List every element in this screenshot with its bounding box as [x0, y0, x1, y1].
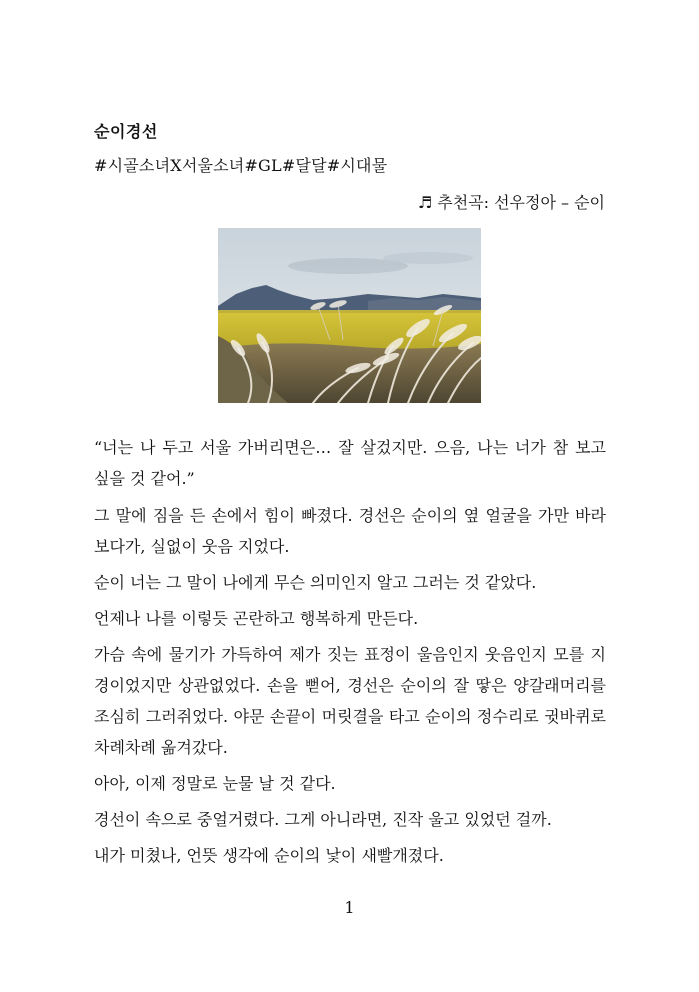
page-number: 1 [344, 898, 355, 917]
paragraph: 아아, 이제 정말로 눈물 날 것 같다. [94, 774, 336, 793]
recommended-song: ♬ 추천곡: 선우정아 – 순이 [417, 193, 605, 212]
landscape-photo-icon [218, 228, 481, 403]
paragraph: 그 말에 짐을 든 손에서 힘이 빠졌다. 경선은 순이의 옆 얼굴을 가만 바라보다가, 실없이 웃음 지었다. [94, 506, 606, 556]
story-body [94, 432, 606, 876]
story-title: 순이경선 [94, 122, 158, 141]
paragraph: “너는 나 두고 서울 가버리면은… 잘 살겄지만. 으음, 나는 너가 참 보고 싶을 것 같어.” [94, 438, 606, 488]
paragraph: 순이 너는 그 말이 나에게 무슨 의미인지 알고 그러는 것 같았다. [94, 573, 537, 592]
paragraph: 내가 미쳤나, 언뜻 생각에 순이의 낯이 새빨개졌다. [94, 846, 444, 865]
story-tags: #시골소녀X서울소녀#GL#달달#시대물 [94, 156, 388, 175]
landscape-photo [218, 228, 481, 403]
paragraph: 경선이 속으로 중얼거렸다. 그게 아니라면, 진작 울고 있었던 걸까. [94, 810, 552, 829]
paragraph: 언제나 나를 이렇듯 곤란하고 행복하게 만든다. [94, 609, 419, 628]
paragraph: 가슴 속에 물기가 가득하여 제가 짓는 표정이 울음인지 웃음인지 모를 지경이었지만 상관없었다. 손을 뻗어, 경선은 순이의 잘 땋은 양갈래머리를 조심히 그러쥐었다. 야문 손끝이 머릿결을 타고 순이의 정수리로 귓바퀴로 차례차례 옮겨갔다. [94, 645, 606, 757]
